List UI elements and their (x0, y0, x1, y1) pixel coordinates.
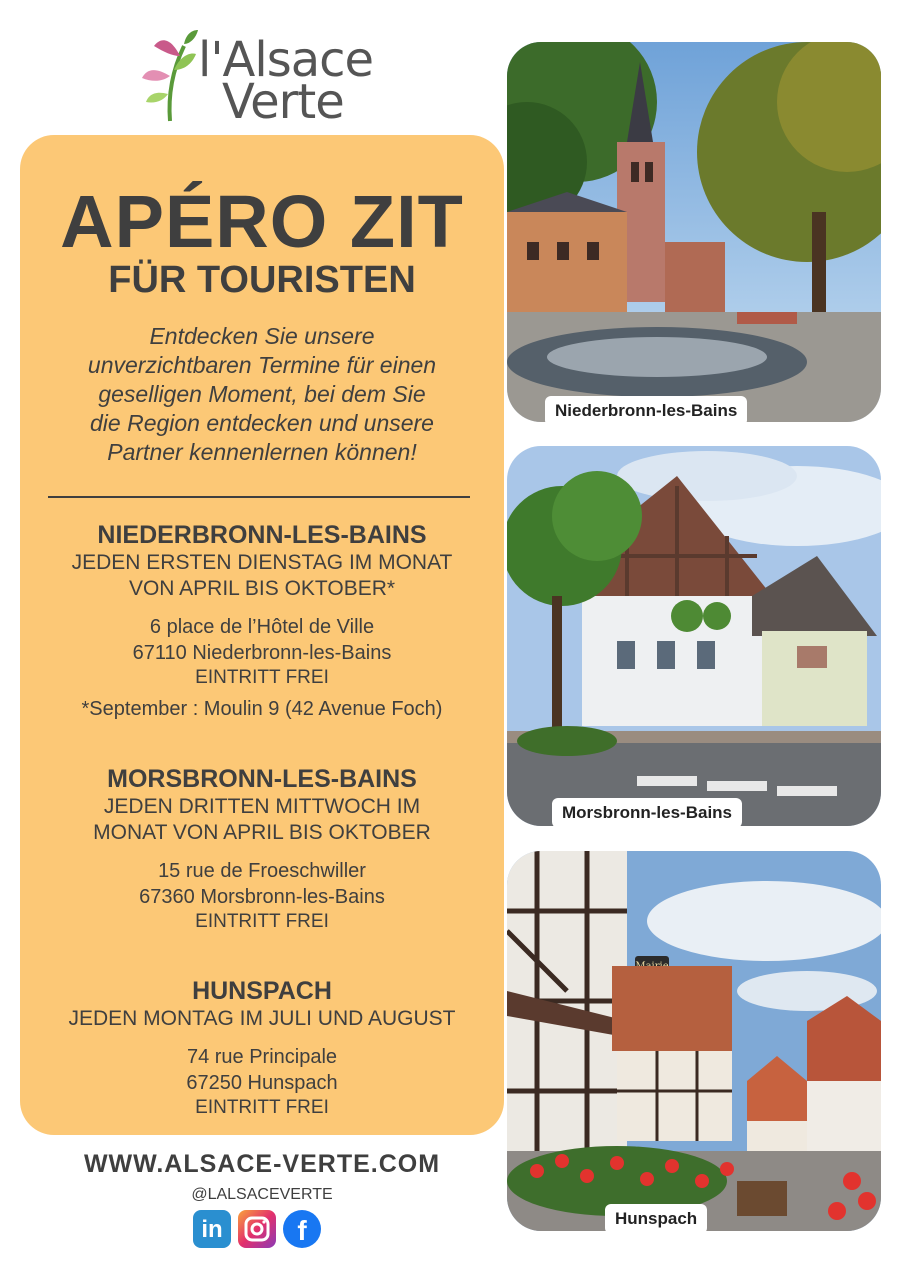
event-hunspach (20, 976, 504, 1120)
event-schedule-line1: JEDEN DRITTEN MITTWOCH IM (103, 795, 421, 818)
event-entry: EINTRITT FREI (195, 1097, 329, 1118)
linkedin-icon[interactable]: in (193, 1210, 231, 1248)
photo-caption: Morsbronn-les-Bains (552, 798, 742, 826)
event-schedule-line2: MONAT VON APRIL BIS OKTOBER (93, 821, 431, 844)
event-street: 74 rue Principale (186, 1046, 338, 1068)
logo-text-alsace: l'Alsace (198, 32, 374, 88)
instagram-icon[interactable] (238, 1210, 276, 1248)
event-morsbronn (20, 764, 504, 934)
logo-text-verte: Verte (222, 74, 344, 130)
event-note: *September : Moulin 9 (42 Avenue Foch) (81, 698, 443, 720)
event-town: HUNSPACH (192, 977, 332, 1005)
photo-caption: Hunspach (605, 1204, 707, 1231)
divider (48, 496, 470, 498)
event-entry: EINTRITT FREI (195, 911, 329, 932)
event-street: 6 place de l’Hôtel de Ville (149, 616, 375, 638)
social-handle: @LALSACEVERTE (191, 1186, 333, 1203)
event-city: 67360 Morsbronn-les-Bains (139, 886, 385, 908)
photo-morsbronn (507, 446, 881, 826)
photo-caption: Niederbronn-les-Bains (545, 396, 747, 422)
intro-text: Entdecken Sie unsere unverzichtbaren Termine für einen geselligen Moment, bei dem Sie die Region entdecken und unsere Partner kennenlernen können! (87, 323, 437, 465)
event-town: NIEDERBRONN-LES-BAINS (97, 521, 427, 549)
event-schedule-line2: VON APRIL BIS OKTOBER* (128, 577, 396, 600)
website-link[interactable]: WWW.ALSACE-VERTE.COM (83, 1150, 441, 1178)
event-street: 15 rue de Froeschwiller (158, 860, 366, 882)
event-entry: EINTRITT FREI (195, 667, 329, 688)
event-schedule-line1: JEDEN MONTAG IM JULI UND AUGUST (68, 1007, 456, 1030)
page-subtitle: FÜR TOURISTEN (108, 259, 416, 301)
photo-niederbronn (507, 42, 881, 422)
event-city: 67250 Hunspach (186, 1072, 338, 1094)
event-schedule-line1: JEDEN ERSTEN DIENSTAG IM MONAT (71, 551, 453, 574)
facebook-icon[interactable]: f (283, 1210, 321, 1248)
social-icons (193, 1210, 323, 1250)
event-city: 67110 Niederbronn-les-Bains (132, 642, 392, 664)
event-niederbronn (20, 520, 504, 722)
page-title: APÉRO ZIT (60, 180, 464, 263)
alsace-verte-logo (140, 26, 380, 130)
event-town: MORSBRONN-LES-BAINS (107, 765, 417, 793)
photo-hunspach (507, 851, 881, 1231)
